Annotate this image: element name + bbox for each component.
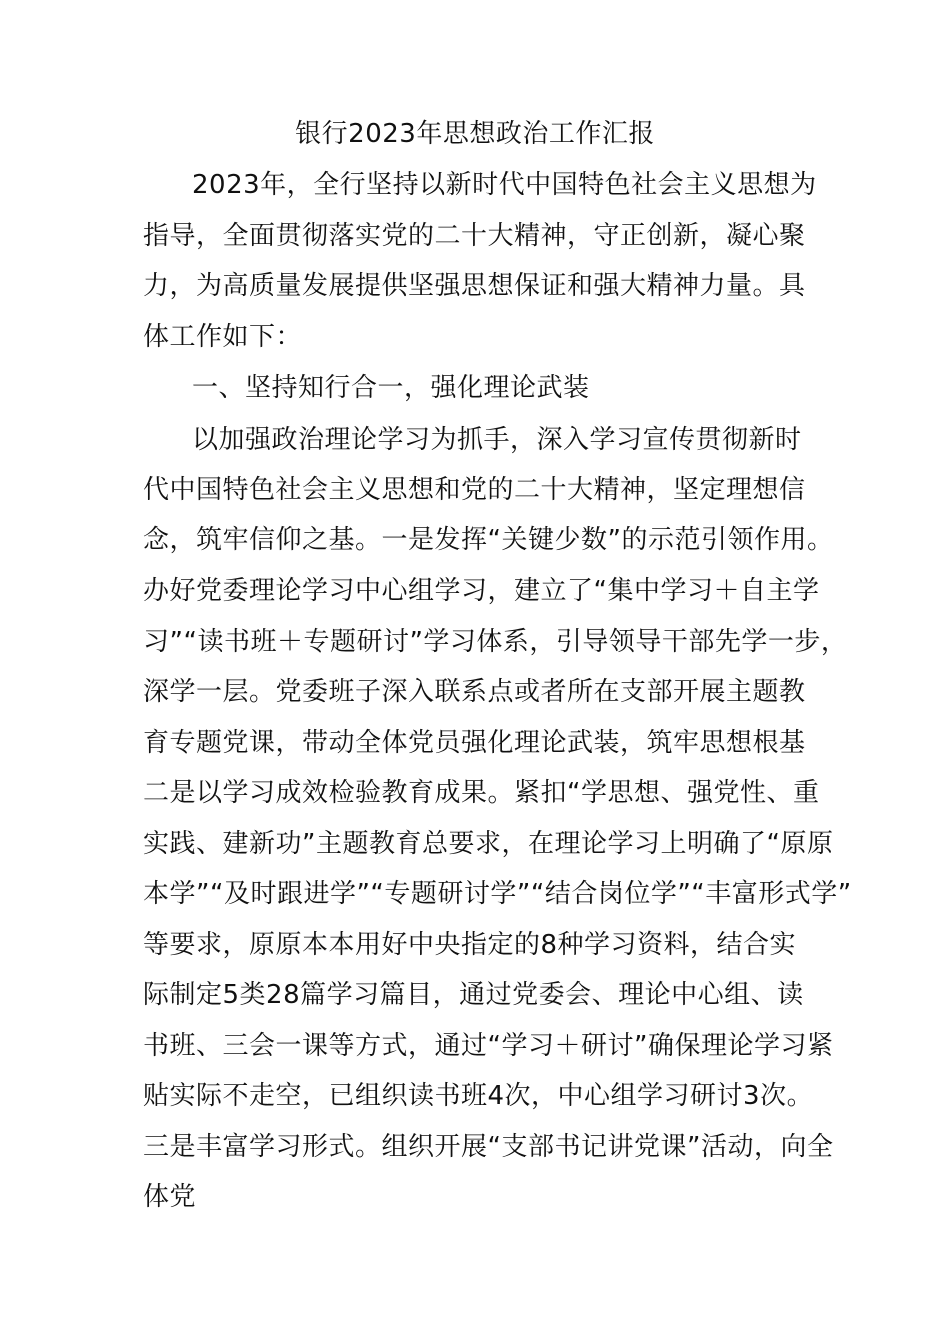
paragraph-line: 深学一层。党委班子深入联系点或者所在支部开展主题教 [143,677,806,707]
paragraph-line: 2023年，全行坚持以新时代中国特色社会主义思想为 [192,170,817,200]
paragraph-line: 贴实际不走空，已组织读书班4次，中心组学习研讨3次。 [143,1081,814,1111]
paragraph-line: 实践、建新功”主题教育总要求，在理论学习上明确了“原原 [143,829,834,859]
paragraph-line: 本学”“及时跟进学”“专题研讨学”“结合岗位学”“丰富形式学” [143,879,852,909]
paragraph-line: 念，筑牢信仰之基。一是发挥“关键少数”的示范引领作用。 [143,525,834,555]
paragraph-line: 等要求，原原本本用好中央指定的8种学习资料，结合实 [143,930,797,960]
paragraph-line: 代中国特色社会主义思想和党的二十大精神，坚定理想信 [143,475,806,505]
paragraph-line: 体工作如下： [143,322,303,352]
paragraph-line: 际制定5类28篇学习篇目，通过党委会、理论中心组、读 [143,980,804,1010]
document-title: 银行2023年思想政治工作汇报 [295,119,655,149]
paragraph-line: 力，为高质量发展提供坚强思想保证和强大精神力量。具 [143,271,806,301]
paragraph-line: 习”“读书班＋专题研讨”学习体系，引导领导干部先学一步， [143,627,848,657]
section-heading: 一、坚持知行合一，强化理论武装 [192,373,590,403]
paragraph-line: 办好党委理论学习中心组学习，建立了“集中学习＋自主学 [143,576,820,606]
paragraph-line: 体党 [143,1182,197,1212]
paragraph-line: 书班、三会一课等方式，通过“学习＋研讨”确保理论学习紧 [143,1031,834,1061]
paragraph-line: 三是丰富学习形式。组织开展“支部书记讲党课”活动，向全 [143,1132,834,1162]
paragraph-line: 以加强政治理论学习为抓手，深入学习宣传贯彻新时 [192,425,802,455]
paragraph-line: 育专题党课，带动全体党员强化理论武装，筑牢思想根基 [143,728,806,758]
paragraph-line: 二是以学习成效检验教育成果。紧扣“学思想、强党性、重 [143,778,820,808]
paragraph-line: 指导，全面贯彻落实党的二十大精神，守正创新，凝心聚 [143,221,806,251]
